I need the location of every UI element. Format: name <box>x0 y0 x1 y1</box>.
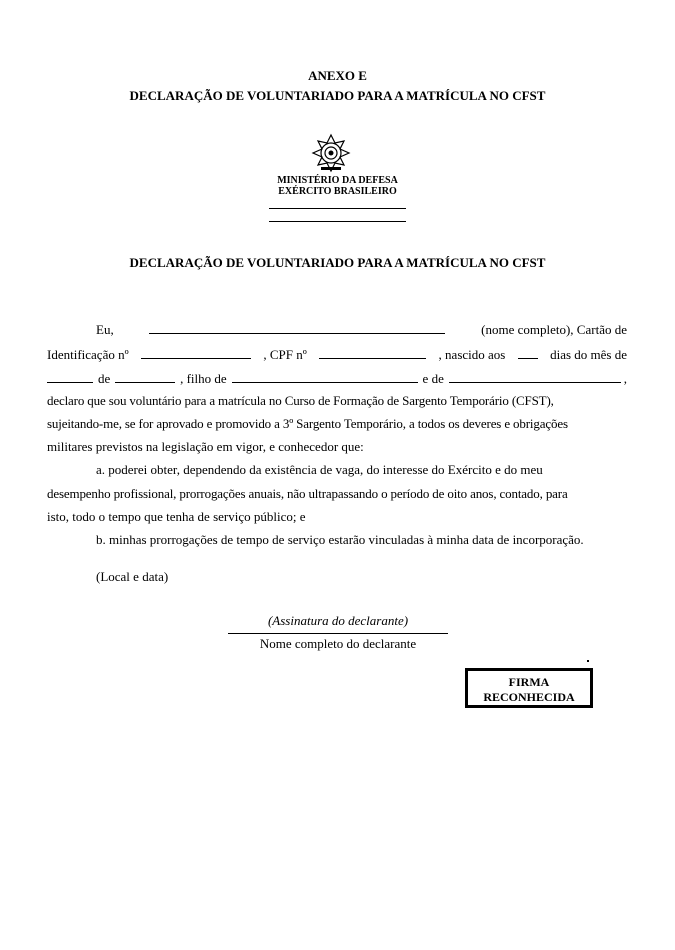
declaration-title: DECLARAÇÃO DE VOLUNTARIADO PARA A MATRÍCULA NO CFST <box>129 255 546 270</box>
paragraph-line-4: declaro que sou voluntário para a matrícula no Curso de Formação de Sargento Temporário (CFST), <box>47 393 554 408</box>
father-name-field[interactable] <box>232 370 418 383</box>
annex-label: ANEXO E <box>308 68 367 83</box>
signature-label: (Assinatura do declarante) <box>267 613 409 628</box>
mother-label: e de <box>422 371 444 386</box>
document-title: DECLARAÇÃO DE VOLUNTARIADO PARA A MATRÍCULA NO CFST <box>129 88 546 103</box>
coat-of-arms-icon <box>311 133 351 173</box>
mark-dot <box>587 660 589 662</box>
id-card-field[interactable] <box>141 346 251 359</box>
signature-block <box>228 613 448 652</box>
birth-day-field[interactable] <box>518 346 538 359</box>
month-label: dias do mês de <box>550 347 627 362</box>
army-name: EXÉRCITO BRASILEIRO <box>278 186 397 197</box>
intro-word: Eu, <box>96 322 114 337</box>
local-date: (Local e data) <box>96 569 169 584</box>
father-label: , filho de <box>180 371 227 386</box>
header-rule-2 <box>269 221 406 222</box>
header-rule-1 <box>269 208 406 209</box>
stamp-line-2: RECONHECIDA <box>483 690 575 704</box>
ministry-heading <box>0 175 675 197</box>
cpf-label: , CPF nº <box>263 347 307 362</box>
item-a-line-3: isto, todo o tempo que tenha de serviço público; e <box>47 509 306 524</box>
full-name-field[interactable] <box>149 321 445 334</box>
form-line-2 <box>47 346 627 363</box>
form-line-3 <box>47 370 627 387</box>
notary-stamp-box <box>465 668 593 708</box>
ministry-name: MINISTÉRIO DA DEFESA <box>277 175 398 186</box>
born-label: , nascido aos <box>438 347 506 362</box>
birth-month-field[interactable] <box>47 370 93 383</box>
form-line-1 <box>47 321 627 338</box>
stamp-line-1: FIRMA <box>508 675 550 689</box>
comma: , <box>623 371 627 386</box>
signature-name: Nome completo do declarante <box>228 633 448 652</box>
paragraph-line-6: militares previstos na legislação em vigor, e conhecedor que: <box>47 439 364 454</box>
item-b: b. minhas prorrogações de tempo de serviço estarão vinculadas à minha data de incorporação. <box>96 532 584 547</box>
year-label: de <box>97 371 111 386</box>
item-a-line-1: a. poderei obter, dependendo da existência de vaga, do interesse do Exército e do meu <box>96 462 543 477</box>
mother-name-field[interactable] <box>449 370 621 383</box>
cpf-field[interactable] <box>319 346 426 359</box>
full-name-hint: (nome completo), Cartão de <box>481 322 627 337</box>
paragraph-line-5: sujeitando-me, se for aprovado e promovido a 3º Sargento Temporário, a todos os deveres e obrigações <box>47 416 568 431</box>
birth-year-field[interactable] <box>115 370 175 383</box>
item-a-line-2: desempenho profissional, prorrogações anuais, não ultrapassando o período de oito anos, contado, para <box>47 486 568 501</box>
id-card-label: Identificação nº <box>47 347 129 362</box>
